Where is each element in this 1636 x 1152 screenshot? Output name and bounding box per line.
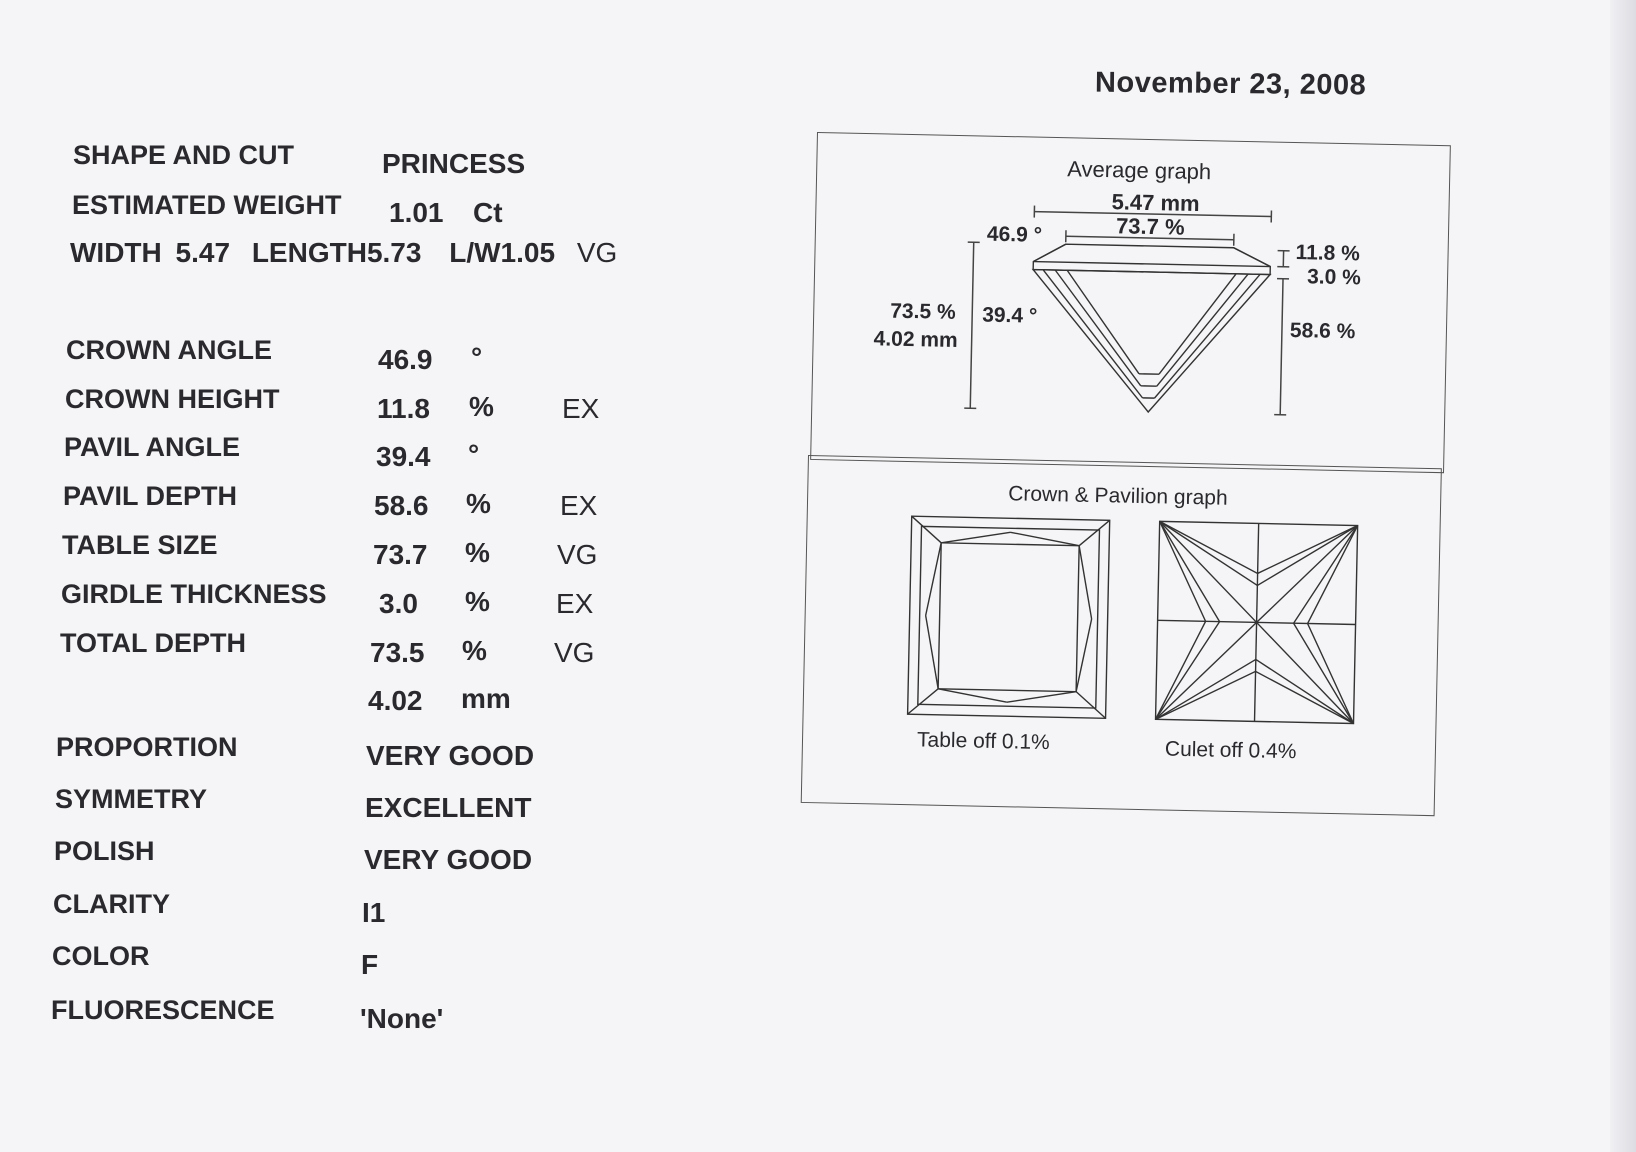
grading-label: SYMMETRY bbox=[55, 784, 208, 814]
pavilion-diagonal-4 bbox=[1255, 622, 1356, 723]
culet-off-label: Culet off 0.4% bbox=[1164, 737, 1297, 764]
lw-label: L/W bbox=[449, 237, 501, 268]
pavilion-bottom-view bbox=[1156, 521, 1358, 723]
average-graph-svg bbox=[811, 133, 1450, 472]
pavilion-facet-2 bbox=[1053, 270, 1143, 386]
crown-angle-label: 46.9 ° bbox=[986, 222, 1043, 247]
weight-unit: Ct bbox=[473, 197, 503, 228]
dimensions-row bbox=[70, 237, 617, 269]
crown-star-2 bbox=[1010, 532, 1079, 545]
grading-label: POLISH bbox=[54, 836, 155, 866]
measurement-value: 73.5 bbox=[370, 637, 425, 668]
shape-label: SHAPE AND CUT bbox=[73, 140, 295, 170]
scan-edge-shadow bbox=[1610, 0, 1636, 1152]
measurement-grade: VG bbox=[554, 637, 595, 668]
crown-star-5 bbox=[926, 543, 942, 616]
measurement-label: GIRDLE THICKNESS bbox=[61, 579, 327, 609]
crown-pavilion-title: Crown & Pavilion graph bbox=[1007, 482, 1228, 510]
pavilion-diagonal-2 bbox=[1257, 523, 1358, 624]
measurement-value: 3.0 bbox=[379, 588, 418, 619]
shape-value: PRINCESS bbox=[382, 148, 526, 179]
measurement-unit: % bbox=[466, 488, 491, 519]
measurement-value: 46.9 bbox=[378, 344, 433, 375]
lw-grade: VG bbox=[576, 237, 618, 268]
crown-star-8 bbox=[1076, 619, 1092, 692]
average-graph-title: Average graph bbox=[1067, 156, 1212, 185]
measurement-unit: % bbox=[465, 586, 490, 617]
measurement-unit: % bbox=[465, 537, 490, 568]
measurement-grade: EX bbox=[562, 393, 600, 424]
measurement-value: 58.6 bbox=[374, 490, 429, 521]
grading-value: F bbox=[361, 949, 379, 980]
grading-label: PROPORTION bbox=[56, 732, 238, 762]
measurement-unit: ° bbox=[471, 342, 483, 373]
crown-star-3 bbox=[938, 689, 1007, 702]
length-label: LENGTH bbox=[251, 237, 367, 268]
measurement-label: CROWN HEIGHT bbox=[65, 384, 280, 414]
report-date: November 23, 2008 bbox=[1094, 66, 1367, 102]
measurement-grade: EX bbox=[556, 588, 594, 619]
measurement-label: CROWN ANGLE bbox=[66, 335, 272, 365]
weight-value: 1.01 bbox=[389, 197, 444, 228]
crown-facet-right bbox=[1233, 248, 1270, 267]
grading-label: FLUORESCENCE bbox=[51, 995, 275, 1025]
crown-star-6 bbox=[924, 615, 940, 688]
measurement-label: PAVIL ANGLE bbox=[64, 432, 241, 462]
crown-girdle-square bbox=[918, 526, 1100, 708]
girdle-label: 3.0 % bbox=[1306, 265, 1362, 290]
measurement-label: TABLE SIZE bbox=[62, 530, 218, 560]
crown-star-4 bbox=[1007, 690, 1076, 703]
pavilion-depth-label: 58.6 % bbox=[1289, 318, 1356, 344]
measurement-value: 39.4 bbox=[376, 441, 431, 472]
diamond-profile bbox=[1030, 244, 1270, 415]
weight-label: ESTIMATED WEIGHT bbox=[72, 190, 342, 220]
measurement-value: 4.02 bbox=[368, 685, 423, 716]
crown-table bbox=[938, 543, 1079, 692]
table-off-label: Table off 0.1% bbox=[916, 728, 1050, 755]
crown-height-label: 11.8 % bbox=[1295, 241, 1361, 266]
crown-star-1 bbox=[941, 531, 1010, 544]
crown-pavilion-panel bbox=[801, 455, 1442, 816]
measurement-label: TOTAL DEPTH bbox=[60, 628, 247, 658]
pavilion-diagonal-3 bbox=[1156, 620, 1257, 721]
average-graph-panel bbox=[810, 132, 1451, 473]
grading-value: VERY GOOD bbox=[364, 844, 533, 875]
width-value: 5.47 bbox=[175, 237, 231, 268]
measurement-unit: mm bbox=[461, 683, 511, 714]
measurement-grade: VG bbox=[557, 539, 598, 570]
crown-corner-1 bbox=[911, 516, 942, 543]
pavilion-facet-1 bbox=[1041, 270, 1146, 398]
pavilion-diagonal-1 bbox=[1158, 521, 1259, 622]
table-pct-label: 73.7 % bbox=[1115, 213, 1185, 240]
width-label: WIDTH bbox=[70, 237, 162, 268]
total-depth-mm-label: 4.02 mm bbox=[873, 327, 958, 352]
pavilion-angle-label: 39.4 ° bbox=[981, 303, 1038, 328]
pavilion-facet-5 bbox=[1157, 272, 1248, 388]
measurement-grade: EX bbox=[560, 490, 598, 521]
grading-value: 'None' bbox=[360, 1003, 444, 1034]
pavilion-facet-4 bbox=[1155, 272, 1261, 400]
grading-value: VERY GOOD bbox=[366, 740, 535, 771]
crown-corner-4 bbox=[1076, 692, 1107, 719]
crown-corner-2 bbox=[1079, 520, 1110, 547]
pavilion-depth-line bbox=[1280, 279, 1283, 415]
length-value: 5.73 bbox=[366, 237, 422, 268]
total-depth-line bbox=[970, 242, 973, 408]
measurement-unit: % bbox=[462, 635, 487, 666]
girdle-top bbox=[1033, 262, 1270, 267]
lw-value: 1.05 bbox=[500, 237, 556, 268]
pavilion-facet-6 bbox=[1159, 272, 1236, 376]
crown-corner-3 bbox=[908, 688, 939, 715]
measurement-unit: % bbox=[469, 391, 494, 422]
crown-star-7 bbox=[1078, 546, 1094, 619]
grading-label: COLOR bbox=[52, 941, 150, 971]
grading-value: EXCELLENT bbox=[365, 792, 532, 823]
grading-label: CLARITY bbox=[53, 889, 170, 919]
width-mm-label: 5.47 mm bbox=[1111, 189, 1200, 217]
crown-top-view bbox=[908, 516, 1110, 718]
total-depth-pct-label: 73.5 % bbox=[890, 299, 956, 324]
grading-value: I1 bbox=[362, 897, 386, 928]
measurement-value: 11.8 bbox=[377, 393, 430, 424]
crown-pavilion-svg bbox=[802, 456, 1441, 815]
measurement-unit: ° bbox=[468, 439, 480, 470]
measurement-label: PAVIL DEPTH bbox=[63, 481, 238, 511]
measurement-value: 73.7 bbox=[373, 539, 428, 570]
